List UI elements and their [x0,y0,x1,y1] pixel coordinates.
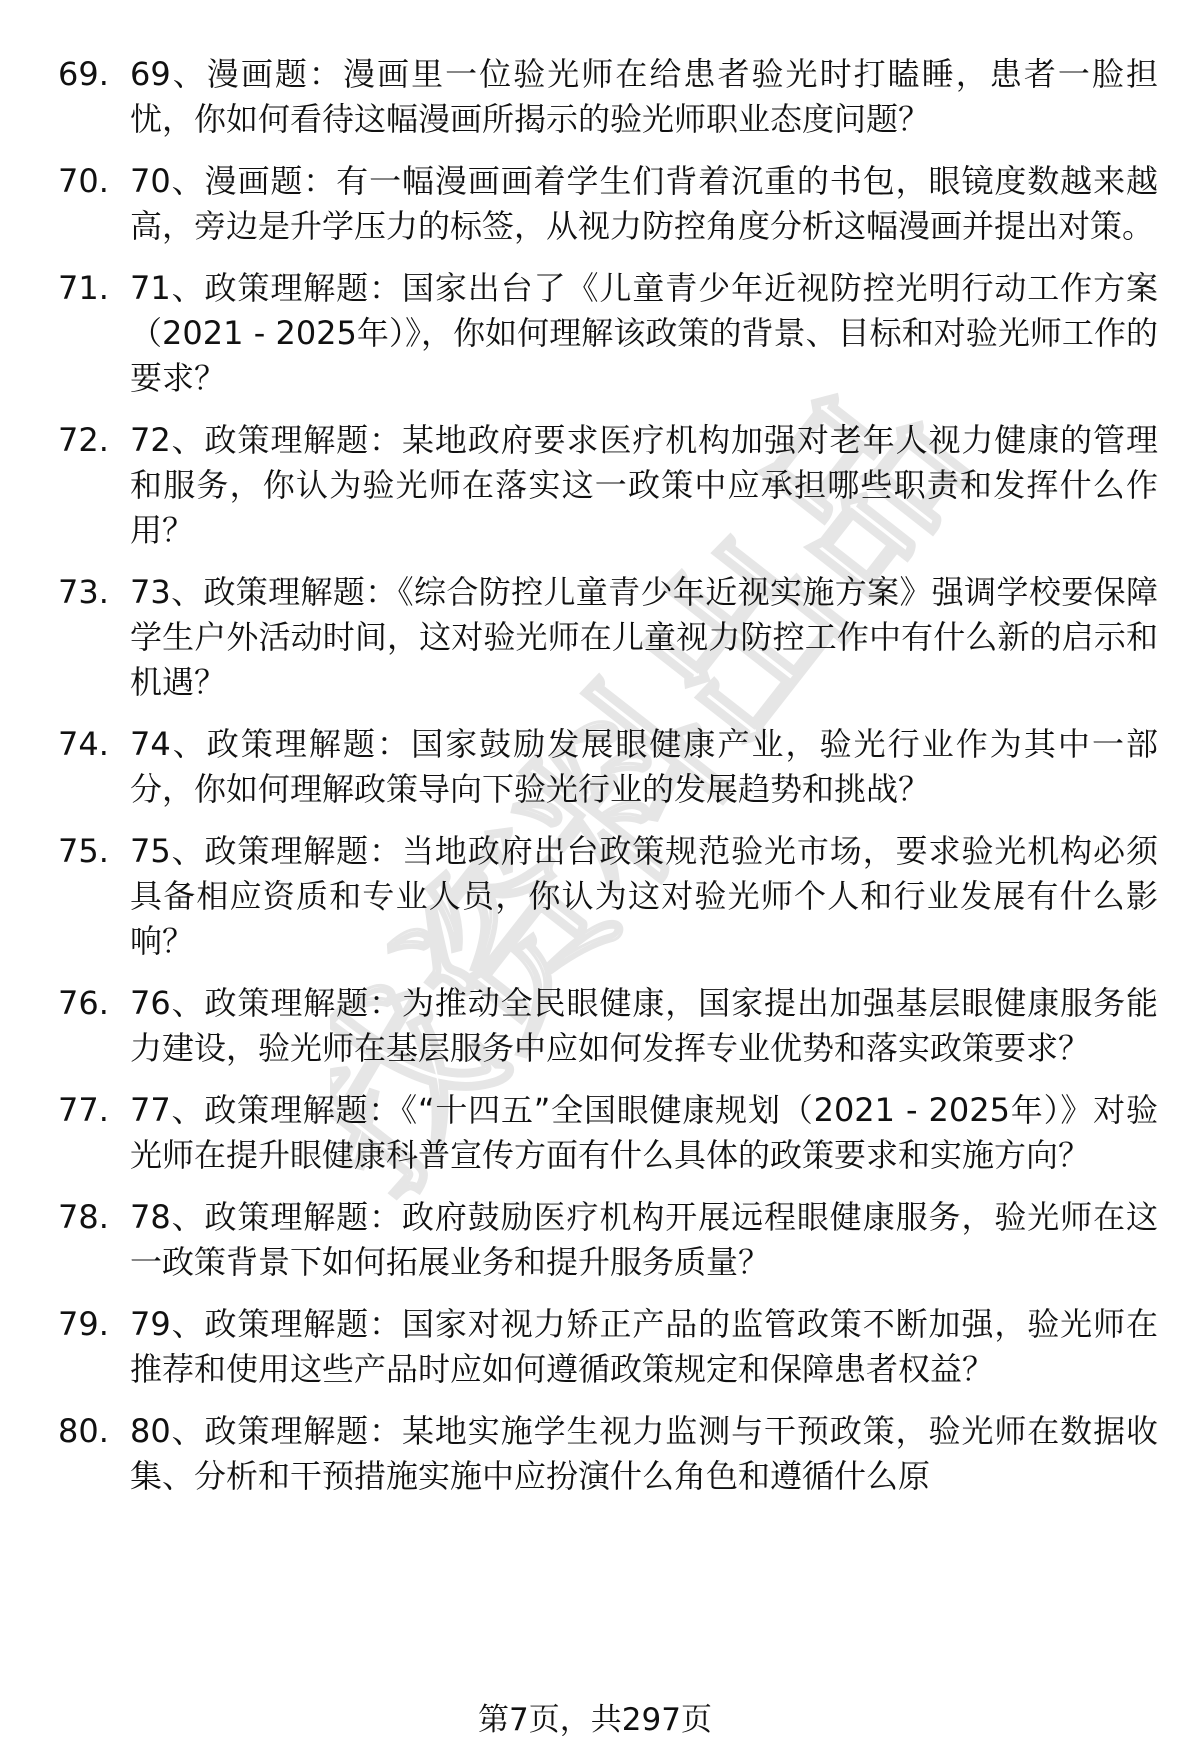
page-footer [0,1700,1190,1740]
question-text: 80、政策理解题：某地实施学生视力监测与干预政策，验光师在数据收集、分析和干预措施实施中应扮演什么角色和遵循什么原 [130,1412,1158,1495]
question-list [58,52,1158,1516]
question-number: 73. [58,573,109,611]
question-number: 77. [58,1091,109,1129]
question-item-74 [58,722,1158,812]
question-text: 69、漫画题：漫画里一位验光师在给患者验光时打瞌睡，患者一脸担忧，你如何看待这幅漫画所揭示的验光师职业态度问题？ [130,55,1158,138]
question-number: 78. [58,1198,109,1236]
watermark-text: 找资料出品 [330,380,1008,1233]
question-number: 76. [58,984,109,1022]
question-number: 79. [58,1305,109,1343]
question-number: 75. [58,832,109,870]
question-text: 72、政策理解题：某地政府要求医疗机构加强对老年人视力健康的管理和服务，你认为验光师在落实这一政策中应承担哪些职责和发挥什么作用？ [130,421,1158,549]
question-number: 69. [58,55,109,93]
question-item-80 [58,1409,1158,1499]
question-text: 71、政策理解题：国家出台了《儿童青少年近视防控光明行动工作方案（2021 - 2025年）》，你如何理解该政策的背景、目标和对验光师工作的要求？ [130,269,1158,397]
question-item-79 [58,1302,1158,1392]
question-text: 79、政策理解题：国家对视力矫正产品的监管政策不断加强，验光师在推荐和使用这些产品时应如何遵循政策规定和保障患者权益？ [130,1305,1158,1388]
question-text: 78、政策理解题：政府鼓励医疗机构开展远程眼健康服务，验光师在这一政策背景下如何拓展业务和提升服务质量？ [130,1198,1158,1281]
question-number: 71. [58,269,109,307]
question-text: 73、政策理解题：《综合防控儿童青少年近视实施方案》强调学校要保障学生户外活动时间，这对验光师在儿童视力防控工作中有什么新的启示和机遇？ [130,573,1158,701]
question-text: 70、漫画题：有一幅漫画画着学生们背着沉重的书包，眼镜度数越来越高，旁边是升学压力的标签，从视力防控角度分析这幅漫画并提出对策。 [130,162,1158,245]
question-item-69 [58,52,1158,142]
question-item-73 [58,570,1158,705]
question-item-78 [58,1195,1158,1285]
question-text: 77、政策理解题：《“十四五”全国眼健康规划（2021 - 2025年）》对验光师在提升眼健康科普宣传方面有什么具体的政策要求和实施方向？ [130,1091,1158,1174]
question-text: 75、政策理解题：当地政府出台政策规范验光市场，要求验光机构必须具备相应资质和专业人员，你认为这对验光师个人和行业发展有什么影响？ [130,832,1158,960]
question-number: 80. [58,1412,109,1450]
question-number: 72. [58,421,109,459]
question-item-75 [58,829,1158,964]
question-number: 70. [58,162,109,200]
question-item-77 [58,1088,1158,1178]
question-number: 74. [58,725,109,763]
question-item-71 [58,266,1158,401]
question-text: 74、政策理解题：国家鼓励发展眼健康产业，验光行业作为其中一部分，你如何理解政策导向下验光行业的发展趋势和挑战？ [130,725,1158,808]
question-item-70 [58,159,1158,249]
question-text: 76、政策理解题：为推动全民眼健康，国家提出加强基层眼健康服务能力建设，验光师在基层服务中应如何发挥专业优势和落实政策要求？ [130,984,1158,1067]
page-number: 第7页，共297页 [478,1702,712,1738]
question-item-76 [58,981,1158,1071]
question-item-72 [58,418,1158,553]
